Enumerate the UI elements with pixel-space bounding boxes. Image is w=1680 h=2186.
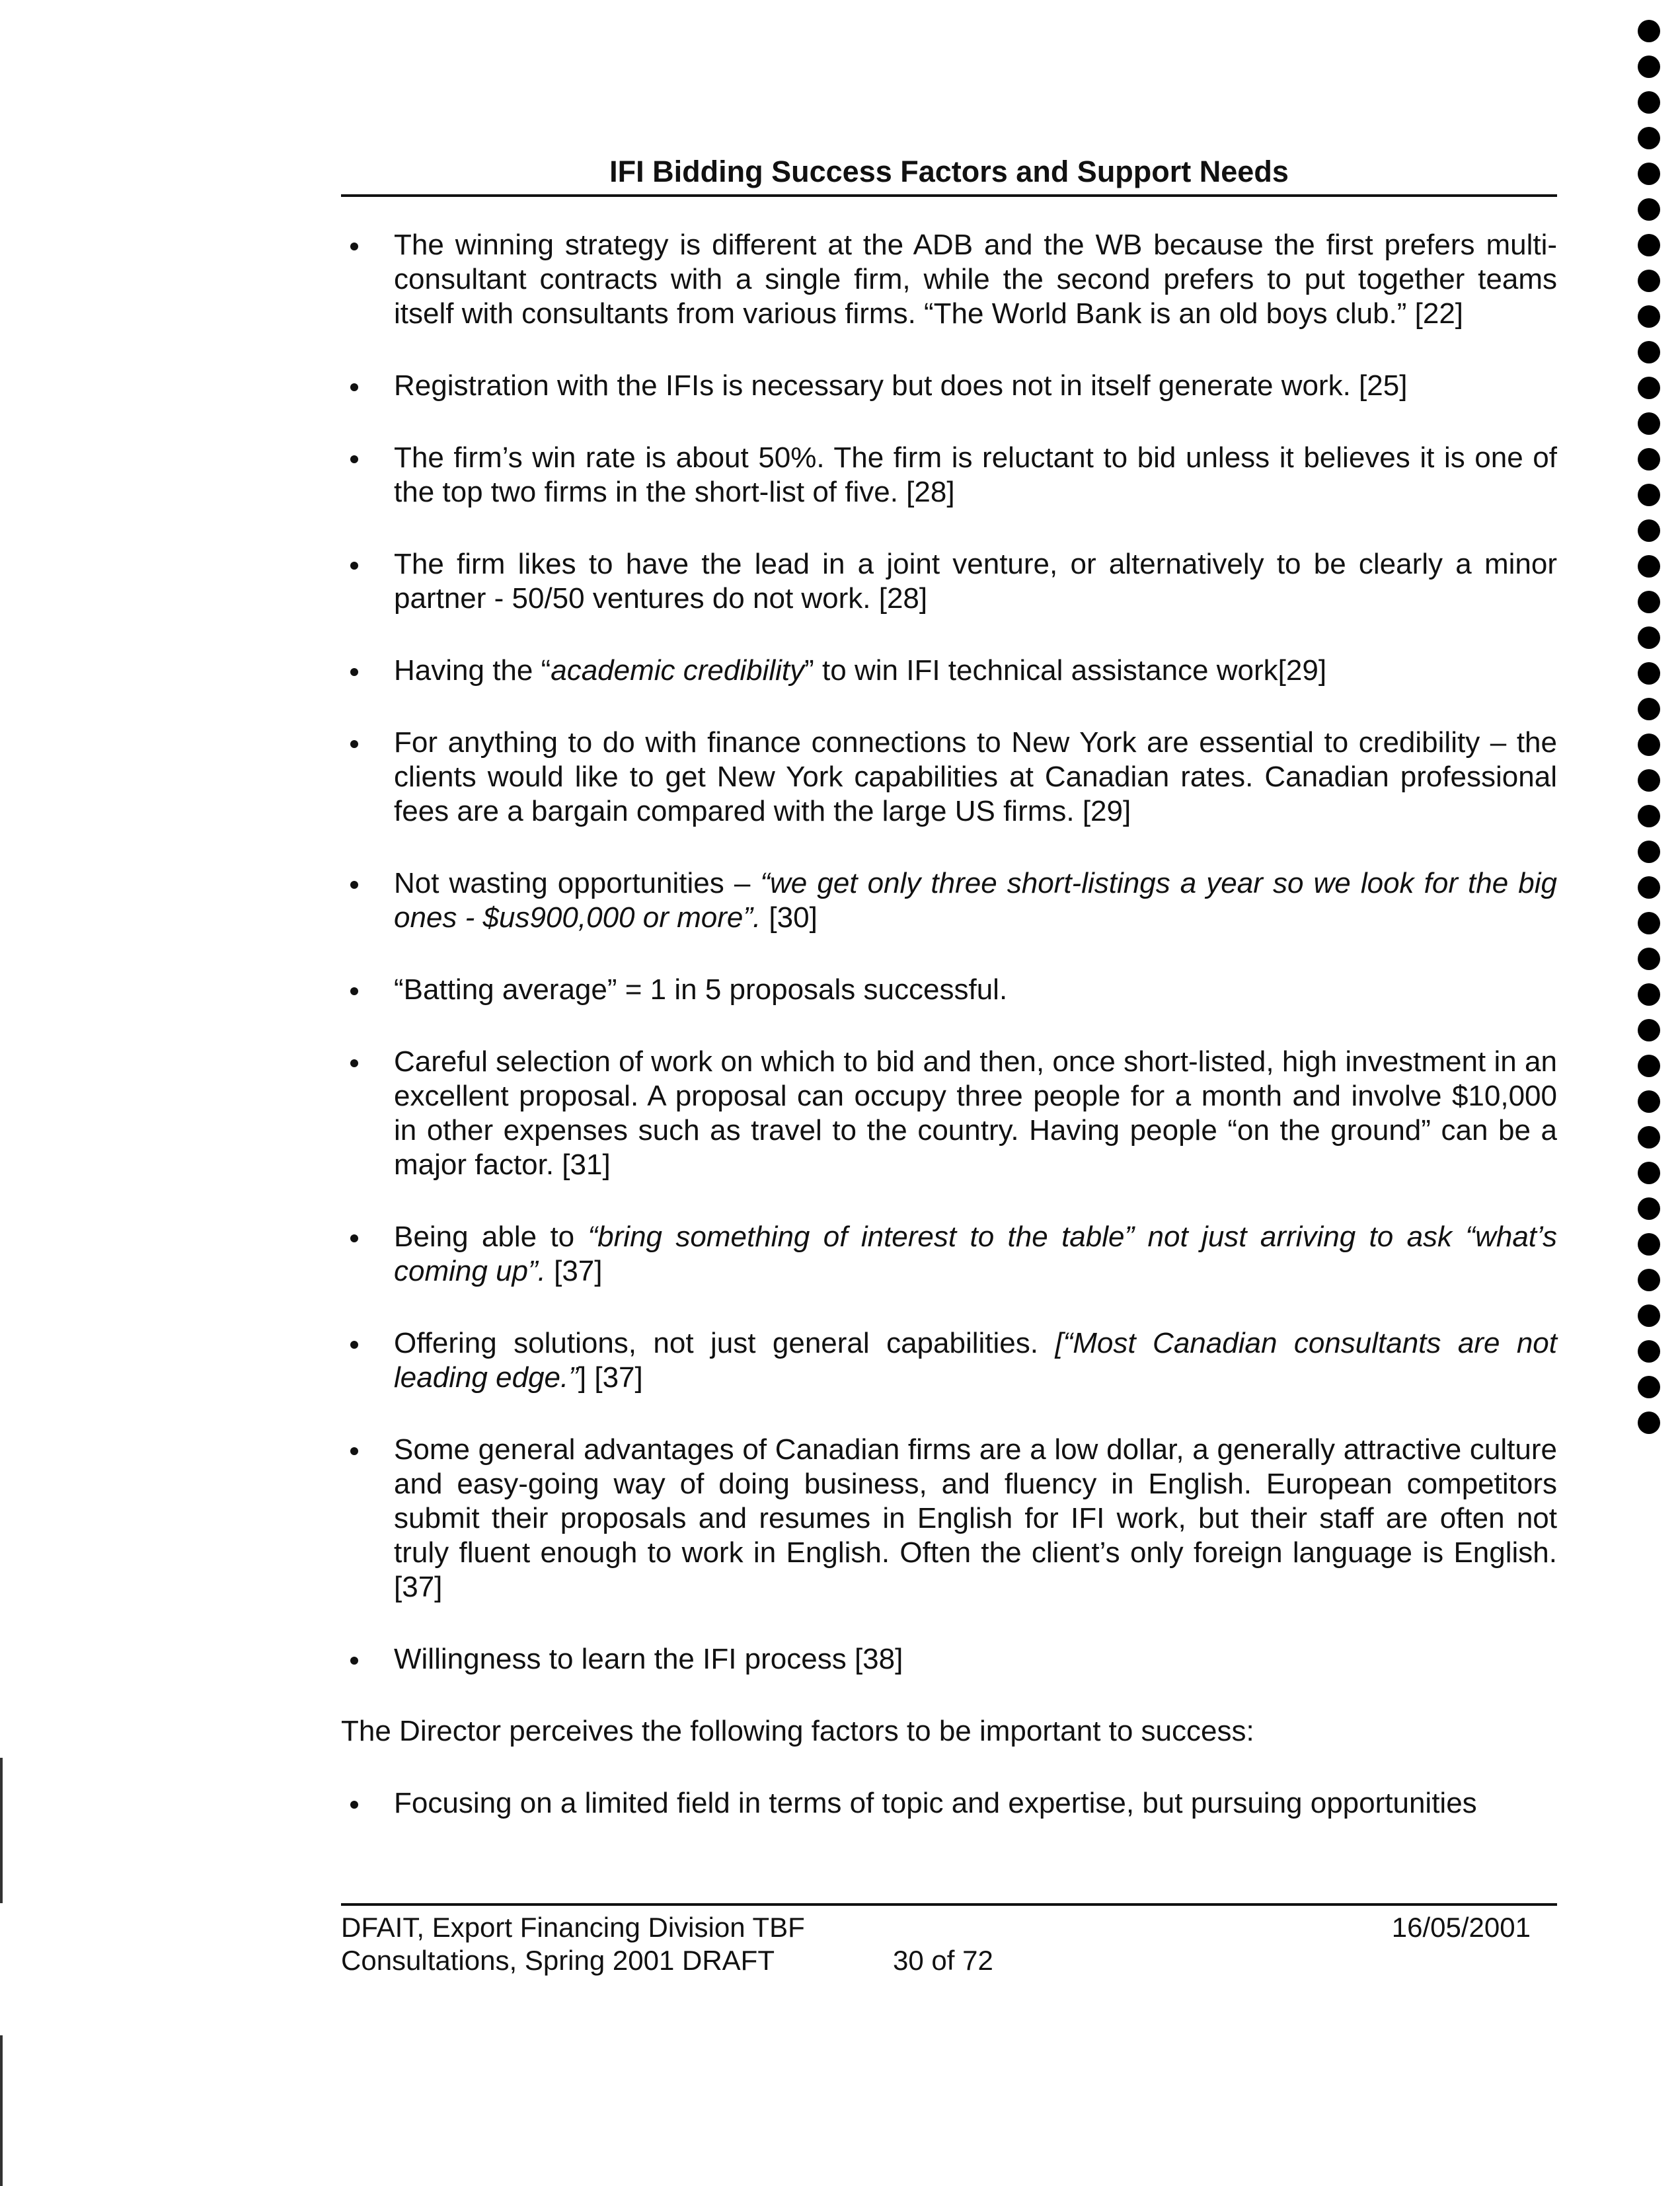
binding-hole-icon [1638, 1304, 1660, 1327]
italic-quote: “we get only three short-listings a year so we look for the big ones - $us900,000 or more”. [394, 867, 1557, 934]
bullet-dot-icon [350, 1234, 358, 1242]
footer-source [341, 1911, 805, 1977]
bullet-item [341, 1642, 1557, 1677]
text-run: Being able to [394, 1221, 588, 1253]
binding-hole-icon [1638, 1162, 1660, 1184]
italic-quote: [“Most Canadian consultants are not leading edge.” [394, 1327, 1557, 1394]
text-run: The winning strategy is different at the ADB and the WB because the first prefers multi-consultant contracts with a single firm, while the second prefers to put together teams itself with consultants from various firms. “The World Bank is an old boys club.” [22] [394, 229, 1557, 330]
text-run: [37] [545, 1255, 603, 1287]
bullet-item [341, 369, 1557, 403]
binding-hole-icon [1638, 626, 1660, 649]
page-number: 30 of 72 [893, 1945, 993, 1976]
binding-hole-icon [1638, 769, 1660, 792]
document-body [341, 228, 1557, 1858]
binding-hole-icon [1638, 591, 1660, 613]
binding-hole-icon [1638, 698, 1660, 720]
binding-hole-icon [1638, 876, 1660, 899]
text-run: “Batting average” = 1 in 5 proposals successful. [394, 973, 1008, 1006]
text-run: Offering solutions, not just general capabilities. [394, 1327, 1055, 1359]
binding-hole-icon [1638, 1197, 1660, 1220]
binding-hole-icon [1638, 841, 1660, 863]
bullet-dot-icon [350, 1801, 358, 1809]
binding-hole-icon [1638, 91, 1660, 114]
binding-hole-icon [1638, 56, 1660, 78]
item-list [341, 228, 1557, 1821]
text-run: Some general advantages of Canadian firms are a low dollar, a generally attractive culture and easy-going way of doing business, and fluency in English. European competitors submit their proposals and resumes in English for IFI work, but their staff are often not truly fluent enough to work in English. Often the client’s only foreign language is English. [37] [394, 1433, 1557, 1603]
text-run: The Director perceives the following factors to be important to success: [341, 1715, 1254, 1747]
binding-hole-icon [1638, 734, 1660, 756]
bullet-item [341, 973, 1557, 1007]
scan-edge-mark [0, 2035, 3, 2186]
paragraph [341, 1714, 1557, 1749]
binding-hole-icon [1638, 1019, 1660, 1041]
text-run: ] [37] [578, 1361, 643, 1394]
binding-hole-icon [1638, 305, 1660, 328]
text-run: For anything to do with finance connections to New York are essential to credibility – the clients would like to get New York capabilities at Canadian rates. Canadian professional fees are a bargain compared with the large US firms. [29] [394, 726, 1557, 827]
bullet-dot-icon [350, 1447, 358, 1455]
binding-hole-icon [1638, 198, 1660, 221]
binding-hole-icon [1638, 555, 1660, 578]
bullet-item [341, 1786, 1557, 1821]
binding-hole-icon [1638, 127, 1660, 149]
binding-hole-icon [1638, 1376, 1660, 1398]
text-run: Not wasting opportunities – [394, 867, 761, 899]
binding-hole-icon [1638, 1412, 1660, 1434]
footer-source-line-2: Consultations, Spring 2001 DRAFT [341, 1945, 775, 1976]
footer-source-line-1: DFAIT, Export Financing Division TBF [341, 1912, 805, 1943]
binding-hole-icon [1638, 1090, 1660, 1113]
text-run: Willingness to learn the IFI process [38] [394, 1643, 903, 1675]
binding-holes [1638, 20, 1664, 1447]
bullet-item [341, 228, 1557, 331]
bullet-dot-icon [350, 740, 358, 748]
binding-hole-icon [1638, 1126, 1660, 1149]
bullet-item [341, 441, 1557, 509]
text-run: Having the “ [394, 654, 551, 687]
bullet-item [341, 654, 1557, 688]
text-run: [30] [761, 901, 818, 934]
italic-quote: “bring something of interest to the table” not just arriving to ask “what’s coming up”. [394, 1221, 1558, 1287]
page-footer [341, 1903, 1557, 1976]
binding-hole-icon [1638, 163, 1660, 185]
bullet-dot-icon [350, 455, 358, 463]
bullet-item [341, 866, 1557, 935]
binding-hole-icon [1638, 1233, 1660, 1256]
binding-hole-icon [1638, 20, 1660, 42]
bullet-dot-icon [350, 1657, 358, 1665]
bullet-dot-icon [350, 562, 358, 570]
bullet-dot-icon [350, 1059, 358, 1067]
text-run: Focusing on a limited field in terms of topic and expertise, but pursuing opportunities [394, 1787, 1477, 1819]
binding-hole-icon [1638, 519, 1660, 542]
binding-hole-icon [1638, 448, 1660, 471]
bullet-item [341, 1433, 1557, 1604]
binding-hole-icon [1638, 948, 1660, 970]
bullet-item [341, 547, 1557, 616]
binding-hole-icon [1638, 1340, 1660, 1363]
binding-hole-icon [1638, 484, 1660, 506]
text-run: Careful selection of work on which to bid and then, once short-listed, high investment in an excellent proposal. A proposal can occupy three people for a month and involve $10,000 in other expenses such as travel to the country. Having people “on the ground” can be a major factor. [31] [394, 1045, 1557, 1181]
bullet-item [341, 726, 1557, 829]
binding-hole-icon [1638, 412, 1660, 435]
binding-hole-icon [1638, 377, 1660, 399]
bullet-dot-icon [350, 987, 358, 995]
binding-hole-icon [1638, 1055, 1660, 1077]
binding-hole-icon [1638, 805, 1660, 827]
binding-hole-icon [1638, 1269, 1660, 1291]
page-header [341, 153, 1557, 197]
italic-quote: academic credibility [551, 654, 805, 687]
bullet-dot-icon [350, 243, 358, 250]
bullet-dot-icon [350, 383, 358, 391]
header-title: IFI Bidding Success Factors and Support Needs [609, 155, 1289, 188]
footer-date: 16/05/2001 [1391, 1912, 1531, 1943]
binding-hole-icon [1638, 270, 1660, 292]
text-run: ” to win IFI technical assistance work[29] [804, 654, 1327, 687]
bullet-item [341, 1045, 1557, 1182]
bullet-dot-icon [350, 1341, 358, 1349]
binding-hole-icon [1638, 341, 1660, 363]
binding-hole-icon [1638, 912, 1660, 934]
bullet-dot-icon [350, 881, 358, 889]
bullet-dot-icon [350, 668, 358, 676]
text-run: The firm’s win rate is about 50%. The firm is reluctant to bid unless it believes it is one of the top two firms in the short-list of five. [28] [394, 441, 1557, 508]
bullet-item [341, 1326, 1557, 1395]
text-run: The firm likes to have the lead in a joint venture, or alternatively to be clearly a minor partner - 50/50 ventures do not work. [28] [394, 548, 1557, 615]
binding-hole-icon [1638, 983, 1660, 1006]
binding-hole-icon [1638, 662, 1660, 685]
scan-edge-mark [0, 1758, 3, 1903]
text-run: Registration with the IFIs is necessary but does not in itself generate work. [25] [394, 369, 1408, 402]
binding-hole-icon [1638, 234, 1660, 256]
bullet-item [341, 1220, 1557, 1289]
